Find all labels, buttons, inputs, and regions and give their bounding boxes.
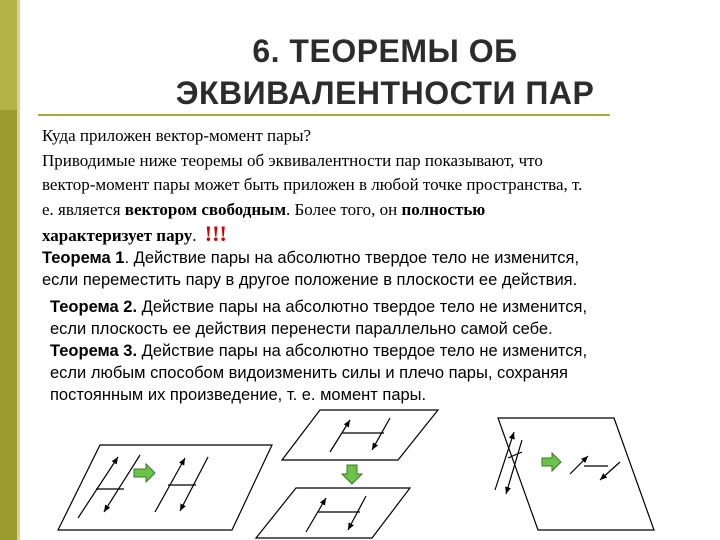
intro-line-4-text-2: . Более того, он (286, 199, 402, 219)
title-line-2: ЭКВИВАЛЕНТНОСТИ ПАР (175, 75, 595, 111)
force-2b (180, 457, 208, 511)
plane-2-bottom (256, 488, 410, 538)
figure-theorem-3 (495, 418, 654, 530)
force-1a (78, 457, 118, 518)
figure-theorem-1 (58, 445, 272, 530)
force-3b (372, 418, 390, 450)
theorems-2-3 (50, 296, 720, 406)
force-1b (104, 455, 140, 512)
right-arrow-icon-2 (542, 453, 561, 471)
theorem-1-text-1: . Действие пары на абсолютно твердое тело не изменится, (124, 249, 580, 267)
plane-3 (498, 418, 654, 530)
figure-theorem-2 (256, 410, 438, 538)
characterizes-emphasis: характеризует пару (42, 226, 193, 245)
theorem-2-label: Теорема 2. (50, 298, 138, 316)
plane-1 (58, 445, 272, 530)
force-4a (306, 498, 326, 532)
theorem-3-line-2: если любым способом видоизменить силы и плечо пары, сохраняя (50, 364, 568, 382)
intro-line-5 (42, 222, 707, 249)
theorem-2-text-1: Действие пары на абсолютно твердое тело не изменится, (137, 298, 588, 316)
title-line-1: 6. ТЕОРЕМЫ ОБ (252, 33, 518, 69)
theorem-2-line-2: если плоскость ее действия перенести параллельно самой себе. (50, 320, 553, 338)
force-6a (570, 456, 588, 474)
theorem-1-line-2: если переместить пару в другое положение в плоскости ее действия. (42, 271, 578, 289)
intro-line-5-dot: . (192, 226, 201, 245)
plane-2-top (282, 410, 438, 460)
fully-emphasis: полностью (401, 199, 486, 219)
intro-line-4 (42, 198, 707, 223)
title-underline (38, 114, 610, 116)
theorem-3-line-1 (50, 340, 720, 362)
theorem-3-label: Теорема 3. (50, 342, 138, 360)
force-4b (348, 496, 366, 530)
intro-line-4-text: е. является (42, 199, 125, 219)
intro-line-1: Куда приложен вектор-момент пары? (42, 126, 312, 145)
force-3a (330, 420, 350, 452)
force-5a (495, 432, 514, 490)
intro-line-3: вектор-момент пары может быть приложен в любой точке пространства, т. (42, 175, 583, 194)
down-arrow-icon (342, 465, 362, 484)
theorem-3-text-1: Действие пары на абсолютно твердое тело не изменится, (137, 342, 588, 360)
intro-line-2: Приводимые ниже теоремы об эквивалентности пар показывают, что (42, 150, 543, 170)
theorem-3-line-3: постоянным их произведение, т. е. момент пары. (50, 386, 427, 404)
intro-paragraph (42, 124, 707, 249)
couple-equivalence-figures (0, 400, 720, 540)
theorem-1 (42, 247, 712, 291)
free-vector-emphasis: вектором свободным (124, 199, 287, 219)
exclamation-marks: !!! (204, 221, 227, 246)
right-arrow-icon (134, 464, 155, 482)
theorem-1-label: Теорема 1 (42, 249, 125, 267)
decorative-side-bar-top (0, 0, 17, 110)
slide-title (60, 30, 710, 114)
theorem-2-line-1 (50, 296, 720, 318)
force-6b (600, 462, 620, 480)
theorem-1-line-1 (42, 247, 712, 269)
